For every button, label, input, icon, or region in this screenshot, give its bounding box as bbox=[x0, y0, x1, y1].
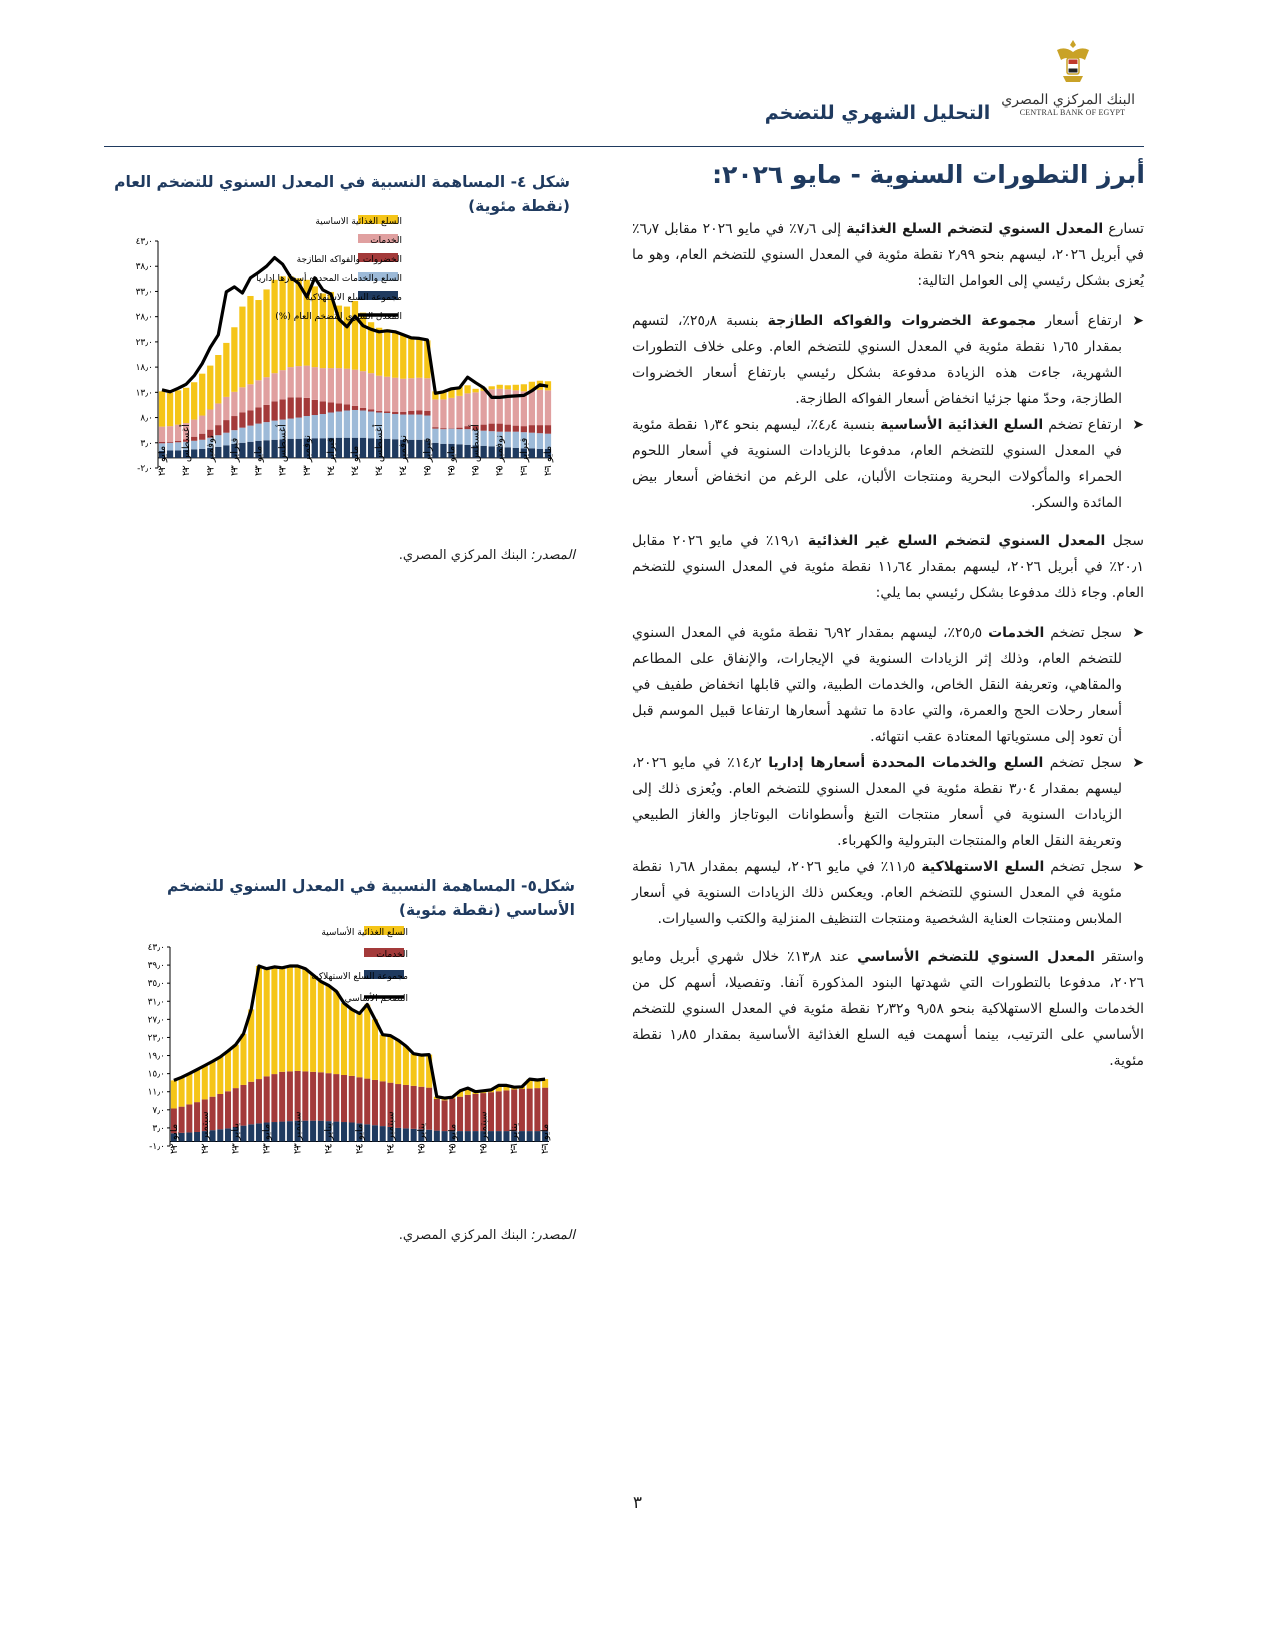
x-tick-label: سبتمبر ٢٣ bbox=[292, 1111, 304, 1154]
bar-segment bbox=[240, 1034, 246, 1085]
bar-segment bbox=[529, 425, 535, 433]
bar-segment bbox=[159, 391, 165, 426]
bar-segment bbox=[489, 424, 495, 432]
x-tick-label: نوفمبر ٢٤ bbox=[398, 435, 410, 476]
bar-segment bbox=[464, 393, 470, 426]
legend-label: السلع الغذائية الاساسية bbox=[315, 217, 402, 227]
bar-segment bbox=[411, 1086, 417, 1129]
bar-segment bbox=[344, 410, 350, 437]
bar-segment bbox=[472, 389, 478, 393]
x-tick-label: فبراير ٢٥ bbox=[422, 437, 434, 476]
bar-segment bbox=[296, 366, 302, 397]
bar-segment bbox=[497, 385, 503, 389]
bar-segment bbox=[167, 426, 173, 442]
bar-segment bbox=[312, 367, 318, 400]
bar-segment bbox=[302, 969, 308, 1072]
bar-segment bbox=[465, 1095, 471, 1131]
bar-segment bbox=[489, 386, 495, 389]
paragraph-food-inflation: تسارع المعدل السنوي لتضخم السلع الغذائية إلى ٧٫٦٪ في مايو ٢٠٢٦ مقابل ٦٫٧٪ في أبريل ٢٠٢٦، ليسهم بنحو ٢٫٩٩ نقطة مئوية في المعدل السنوي للتضخم العام، وهو ما يُعزى بشكل رئيسي إلى العوامل التالية: bbox=[632, 221, 1145, 289]
bar-segment bbox=[296, 278, 302, 366]
figure5-title: شكل٥- المساهمة النسبية في المعدل السنوي للتضخم الأساسي (نقطة مئوية) bbox=[166, 877, 575, 919]
y-tick-label: ١٨٫٠ bbox=[135, 363, 153, 374]
bar-segment bbox=[527, 1089, 533, 1132]
bar-segment bbox=[223, 343, 229, 397]
bar-segment bbox=[352, 410, 358, 438]
arrow-bullet-icon: ➤ bbox=[1132, 417, 1144, 433]
bar-segment bbox=[320, 414, 326, 438]
legend-label: السلع والخدمات المحدده أسعارها إداريا bbox=[256, 274, 402, 284]
nonfood-factors-list bbox=[632, 620, 1144, 932]
bar-segment bbox=[400, 379, 406, 412]
bar-segment bbox=[296, 397, 302, 417]
bar-segment bbox=[360, 371, 366, 408]
bar-segment bbox=[333, 1074, 339, 1121]
bar-segment bbox=[175, 390, 181, 424]
bar-segment bbox=[434, 1099, 440, 1131]
bar-segment bbox=[349, 1076, 355, 1123]
bar-segment bbox=[233, 1088, 239, 1127]
bar-segment bbox=[326, 1073, 332, 1121]
legend-label: مجموعة السلع الاستهلاكية bbox=[311, 972, 408, 982]
bar-segment bbox=[320, 368, 326, 401]
bar-segment bbox=[271, 967, 277, 1074]
bar-segment bbox=[376, 411, 382, 413]
bar-segment bbox=[318, 981, 324, 1072]
bar-segment bbox=[505, 385, 511, 389]
y-tick-label: ٤٣٫٠ bbox=[135, 237, 153, 247]
bar-segment bbox=[418, 1087, 424, 1130]
bar-segment bbox=[159, 427, 165, 442]
y-tick-label: ٣٩٫٠ bbox=[147, 961, 165, 972]
bar-segment bbox=[271, 373, 277, 401]
bar-segment bbox=[408, 378, 414, 411]
y-tick-label: -١٫٠ bbox=[149, 1142, 165, 1152]
x-tick-label: نوفمبر ٢٥ bbox=[494, 435, 506, 476]
y-tick-label: ٨٫٠ bbox=[140, 413, 153, 424]
bar-segment bbox=[505, 425, 511, 432]
x-tick-label: فبراير ٢٦ bbox=[518, 437, 530, 476]
y-tick-label: ٤٣٫٠ bbox=[147, 943, 165, 953]
bar-segment bbox=[376, 328, 382, 376]
bar-segment bbox=[280, 276, 286, 370]
bar-segment bbox=[416, 415, 422, 440]
figure5-source: المصدر: البنك المركزي المصري. bbox=[398, 1228, 575, 1243]
bar-segment bbox=[372, 1080, 378, 1125]
bar-segment bbox=[497, 389, 503, 424]
bar-segment bbox=[400, 412, 406, 415]
x-tick-label: يناير ٢٦ bbox=[509, 1122, 521, 1154]
x-tick-label: أغسطس ٢٣ bbox=[277, 424, 289, 476]
bar-segment bbox=[392, 412, 398, 414]
bar-segment bbox=[304, 416, 310, 438]
bar-segment bbox=[360, 408, 366, 411]
bar-segment bbox=[247, 410, 253, 425]
bar-segment bbox=[288, 397, 294, 418]
bar-segment bbox=[171, 1080, 177, 1108]
x-tick-label: مايو ٢٥ bbox=[447, 1123, 459, 1154]
bar-segment bbox=[376, 376, 382, 411]
x-tick-label: مايو ٢٢ bbox=[168, 1123, 180, 1154]
bar-segment bbox=[320, 401, 326, 414]
bar-segment bbox=[432, 399, 438, 427]
bar-segment bbox=[186, 1104, 192, 1132]
bar-segment bbox=[336, 403, 342, 411]
bar-segment bbox=[464, 385, 470, 393]
bar-segment bbox=[263, 377, 269, 405]
bar-segment bbox=[521, 426, 527, 432]
bar-segment bbox=[215, 403, 221, 425]
bar-segment bbox=[280, 399, 286, 419]
list-item: ➤ ارتفاع تضخم السلع الغذائية الأساسية بنسبة ٤٫٤٪، ليسهم بنحو ١٫٣٤ نقطة مئوية في المعدل السنوي للتضخم العام، مدفوعا بالزيادات السنوية في أسعار اللحوم الحمراء والمأكولات البحرية ومنتجات الألبان، على الرغم من انخفاض أسعار بيض المائدة والسكر. bbox=[632, 412, 1144, 516]
y-tick-label: ١٣٫٠ bbox=[135, 388, 153, 399]
legend-label: الخدمات bbox=[370, 236, 402, 246]
x-tick-label: أغسطس ٢٢ bbox=[181, 424, 193, 476]
y-tick-label: -٢٫٠ bbox=[137, 464, 153, 474]
paragraph-core-inflation: واستقر المعدل السنوي للتضخم الأساسي عند ١٣٫٨٪ خلال شهري أبريل ومايو ٢٠٢٦، مدفوعا بالتطورات التي شهدتها البنود المذكورة آنفا. وتفصيلا، أسهم كل من الخدمات والسلع الاستهلاكية بنحو ٩٫٥٨ و٢٫٣٢ نقطة مئوية في المعدل السنوي للتضخم الأساسي على الترتيب، بينما أسهمت فيه السلع الغذائية الأساسية بمقدار ١٫٨٥ نقطة مئوية. bbox=[632, 949, 1145, 1069]
y-tick-label: ١٩٫٠ bbox=[147, 1051, 165, 1062]
bar-segment bbox=[481, 391, 487, 425]
bar-segment bbox=[456, 396, 462, 428]
bar-segment bbox=[356, 1077, 362, 1123]
bar-segment bbox=[248, 1124, 254, 1141]
bar-segment bbox=[411, 1054, 417, 1086]
bar-segment bbox=[186, 1132, 192, 1141]
bar-segment bbox=[403, 1085, 409, 1128]
bar-segment bbox=[360, 410, 366, 437]
page-number: ٣ bbox=[632, 1493, 643, 1513]
x-tick-label: نوفمبر ٢٢ bbox=[205, 435, 217, 476]
bar-segment bbox=[310, 975, 316, 1072]
bar-segment bbox=[505, 389, 511, 424]
bar-segment bbox=[295, 966, 301, 1071]
legend-label: السلع الغذائية الأساسية bbox=[321, 928, 408, 938]
bar-segment bbox=[279, 968, 285, 1072]
bar-segment bbox=[372, 1125, 378, 1141]
bar-segment bbox=[202, 1066, 208, 1100]
figure4-source: المصدر: البنك المركزي المصري. bbox=[398, 548, 575, 563]
x-tick-label: يناير ٢٤ bbox=[323, 1122, 335, 1154]
bar-segment bbox=[408, 337, 414, 378]
bar-segment bbox=[465, 1131, 471, 1141]
bar-segment bbox=[239, 307, 245, 388]
bar-segment bbox=[336, 412, 342, 438]
bar-segment bbox=[225, 1051, 231, 1091]
bar-segment bbox=[223, 420, 229, 433]
bar-segment bbox=[217, 1129, 223, 1141]
list-item: ➤ سجل تضخم السلع الاستهلاكية ١١٫٥٪ في مايو ٢٠٢٦، ليسهم بمقدار ١٫٦٨ نقطة مئوية في المعدل السنوي للتضخم العام. ويعكس ذلك الزيادات السنوية في أسعار الملابس ومنتجات العناية الشخصية ومنتجات التنظيف المنزلية والكتب والسيارات. bbox=[632, 854, 1144, 932]
bar-segment bbox=[513, 426, 519, 432]
bar-segment bbox=[167, 442, 173, 443]
y-tick-label: ٢٨٫٠ bbox=[135, 312, 153, 323]
bar-segment bbox=[328, 368, 334, 402]
logo-english-name: CENTRAL BANK OF EGYPT bbox=[1019, 108, 1126, 117]
bar-segment bbox=[368, 373, 374, 409]
bar-segment bbox=[240, 1085, 246, 1126]
bar-segment bbox=[183, 388, 189, 423]
bar-segment bbox=[349, 1009, 355, 1075]
bar-segment bbox=[217, 1057, 223, 1094]
bar-segment bbox=[186, 1074, 192, 1105]
x-tick-label: يناير ٢٥ bbox=[416, 1122, 428, 1154]
bar-segment bbox=[231, 327, 237, 392]
bar-segment bbox=[440, 429, 446, 444]
bar-segment bbox=[247, 296, 253, 384]
bar-segment bbox=[392, 378, 398, 412]
bar-segment bbox=[527, 1131, 533, 1141]
x-tick-label: فبراير ٢٣ bbox=[229, 437, 241, 476]
bar-segment bbox=[255, 424, 261, 441]
bar-segment bbox=[271, 1074, 277, 1122]
bar-segment bbox=[280, 370, 286, 399]
bar-segment bbox=[440, 428, 446, 429]
food-factors-list bbox=[632, 308, 1144, 516]
y-tick-label: ٢٣٫٠ bbox=[135, 337, 153, 348]
bar-segment bbox=[248, 1082, 254, 1125]
bar-segment bbox=[215, 355, 221, 403]
bar-segment bbox=[387, 1036, 393, 1083]
bar-segment bbox=[247, 426, 253, 442]
bar-segment bbox=[434, 1131, 440, 1142]
bar-segment bbox=[263, 405, 269, 422]
legend-label: الخضروات والفواكه الطازجة bbox=[296, 255, 402, 265]
bar-segment bbox=[456, 428, 462, 430]
list-item: ➤ سجل تضخم السلع والخدمات المحددة أسعارها إداريا ١٤٫٢٪ في مايو ٢٠٢٦، ليسهم بمقدار ٣٫٠٤ نقطة مئوية في المعدل السنوي للتضخم العام. ويُعزى ذلك إلى الزيادات السنوية في أسعار منتجات التبغ وأسطوانات البوتاجاز والغاز الطبيعي وتعريفة النقل العام والمنتجات البترولية والكهرباء. bbox=[632, 750, 1144, 854]
bar-segment bbox=[384, 377, 390, 412]
x-tick-label: أغسطس ٢٥ bbox=[470, 424, 482, 476]
bar-segment bbox=[304, 366, 310, 398]
bar-segment bbox=[263, 289, 269, 377]
bar-segment bbox=[418, 1055, 424, 1087]
bar-segment bbox=[207, 366, 213, 410]
bar-segment bbox=[395, 1040, 401, 1084]
bar-segment bbox=[336, 368, 342, 403]
figure5-chart bbox=[108, 920, 583, 1228]
bar-segment bbox=[255, 380, 261, 407]
header-divider bbox=[104, 146, 1144, 147]
bar-segment bbox=[408, 411, 414, 415]
y-tick-label: ٣١٫٠ bbox=[147, 997, 165, 1008]
bar-segment bbox=[264, 1076, 270, 1122]
bar-segment bbox=[448, 428, 454, 429]
y-tick-label: ٢٧٫٠ bbox=[147, 1015, 165, 1026]
bar-segment bbox=[333, 991, 339, 1074]
bar-segment bbox=[288, 367, 294, 397]
bar-segment bbox=[424, 416, 430, 441]
bar-segment bbox=[364, 1004, 370, 1078]
legend-label: الخدمات bbox=[376, 950, 408, 960]
bar-segment bbox=[239, 387, 245, 412]
bar-segment bbox=[194, 1070, 200, 1103]
bar-segment bbox=[424, 411, 430, 416]
bar-segment bbox=[199, 374, 205, 416]
y-tick-label: ٣٨٫٠ bbox=[135, 262, 153, 273]
bar-segment bbox=[400, 335, 406, 379]
y-tick-label: ٣٣٫٠ bbox=[135, 287, 153, 298]
x-tick-label: مايو ٢٥ bbox=[446, 445, 458, 476]
bar-segment bbox=[529, 390, 535, 425]
bar-segment bbox=[225, 1091, 231, 1128]
bar-segment bbox=[231, 416, 237, 430]
bar-segment bbox=[537, 390, 543, 425]
bar-segment bbox=[207, 409, 213, 429]
bar-segment bbox=[416, 410, 422, 414]
x-tick-label: يناير ٢٣ bbox=[230, 1122, 242, 1154]
figure4-chart bbox=[108, 204, 583, 546]
bar-segment bbox=[263, 422, 269, 440]
legend-label: مجموعة السلع الاستهلاكية bbox=[305, 293, 402, 303]
bar-segment bbox=[271, 280, 277, 373]
y-tick-label: ٣٫٠ bbox=[140, 438, 153, 449]
y-tick-label: ٧٫٠ bbox=[152, 1105, 165, 1116]
bar-segment bbox=[279, 1072, 285, 1122]
x-tick-label: مايو ٢٢ bbox=[157, 445, 169, 476]
bar-segment bbox=[264, 969, 270, 1077]
bar-segment bbox=[199, 416, 205, 434]
bar-segment bbox=[384, 412, 390, 414]
bar-segment bbox=[416, 338, 422, 377]
y-tick-label: ٣٫٠ bbox=[152, 1123, 165, 1134]
x-tick-label: مايو ٢٦ bbox=[542, 445, 554, 476]
arrow-bullet-icon: ➤ bbox=[1132, 313, 1144, 329]
bar-segment bbox=[380, 1035, 386, 1082]
y-tick-label: ١٥٫٠ bbox=[147, 1069, 165, 1080]
bar-segment bbox=[403, 1046, 409, 1085]
bar-segment bbox=[496, 1091, 502, 1131]
bar-segment bbox=[231, 392, 237, 416]
bar-segment bbox=[239, 413, 245, 428]
bar-segment bbox=[159, 442, 165, 444]
x-tick-label: مايو ٢٦ bbox=[540, 1123, 552, 1154]
x-tick-label: نوفمبر ٢٣ bbox=[301, 435, 313, 476]
bar-segment bbox=[521, 384, 527, 391]
bar-segment bbox=[287, 966, 293, 1071]
bar-segment bbox=[424, 378, 430, 411]
bar-segment bbox=[326, 985, 332, 1073]
bar-segment bbox=[271, 401, 277, 420]
main-text-column bbox=[632, 216, 1144, 1088]
bar-segment bbox=[328, 413, 334, 438]
bar-segment bbox=[497, 424, 503, 432]
bar-segment bbox=[247, 384, 253, 410]
bar-segment bbox=[472, 392, 478, 425]
bar-segment bbox=[328, 402, 334, 412]
y-tick-label: ٣٥٫٠ bbox=[147, 979, 165, 990]
bar-segment bbox=[223, 397, 229, 420]
bar-segment bbox=[513, 385, 519, 391]
bar-segment bbox=[352, 406, 358, 410]
arrow-bullet-icon: ➤ bbox=[1132, 625, 1144, 641]
bar-segment bbox=[356, 1013, 362, 1077]
list-item: ➤ ارتفاع أسعار مجموعة الخضروات والفواكه الطازجة بنسبة ٢٥٫٨٪، لتسهم بمقدار ١٫٦٥ نقطة مئوية في المعدل السنوي للتضخم العام. وعلى خلاف التطورات الشهرية، جاءت هذه الزيادة مدفوعة بشكل رئيسي بارتفاع أسعار الخضروات الطازجة، وحدّ منها جزئيا انخفاض أسعار الفواكه الطازجة. bbox=[632, 308, 1144, 412]
section-heading: أبرز التطورات السنوية - مايو ٢٠٢٦: bbox=[712, 160, 1145, 189]
x-tick-label: سبتمبر ٢٢ bbox=[199, 1111, 211, 1154]
x-tick-label: مايو ٢٤ bbox=[354, 1123, 366, 1154]
paragraph-nonfood-inflation: سجل المعدل السنوي لتضخم السلع غير الغذائية ١٩٫١٪ في مايو ٢٠٢٦ مقابل ٢٠٫١٪ في أبريل ٢٠٢٦، ليسهم بمقدار ١١٫٦٤ نقطة مئوية في المعدل السنوي للتضخم العام. وجاء ذلك مدفوعا بشكل رئيسي بما يلي: bbox=[632, 533, 1145, 601]
legend-label: التضخم الأساسي bbox=[344, 994, 408, 1004]
bar-segment bbox=[537, 425, 543, 433]
list-item: ➤ سجل تضخم الخدمات ٢٥٫٥٪، ليسهم بمقدار ٦٫٩٢ نقطة مئوية في المعدل السنوي للتضخم العام، وذلك إثر الزيادات السنوية في الإيجارات، والإنفاق على المطاعم والمقاهي، وتعريفة النقل الخاص، والخدمات الطبية، والتي قابلها انخفاض طفيف في أسعار رحلات الحج والعمرة، والتي عادة ما تشهد أسعارها ارتفاعا قبيل الموسم قبل أن تعود إلى مستوياتها المعتادة عقب انتهائه. bbox=[632, 620, 1144, 750]
bar-segment bbox=[255, 407, 261, 423]
legend-label: المعدل السنوي للتضخم العام (%) bbox=[275, 312, 402, 322]
bar-segment bbox=[304, 398, 310, 416]
bar-segment bbox=[432, 427, 438, 429]
bar-segment bbox=[341, 1003, 347, 1075]
bar-segment bbox=[448, 429, 454, 444]
bar-segment bbox=[545, 390, 551, 425]
x-tick-label: مايو ٢٣ bbox=[261, 1123, 273, 1154]
bar-segment bbox=[167, 393, 173, 426]
bar-segment bbox=[364, 1079, 370, 1125]
bar-segment bbox=[403, 1128, 409, 1141]
figure4-title: شكل ٤- المساهمة النسبية في المعدل السنوي للتضخم العام (نقطة مئوية) bbox=[114, 173, 570, 215]
bar-segment bbox=[352, 370, 358, 406]
bar-segment bbox=[344, 404, 350, 410]
bar-segment bbox=[233, 1045, 239, 1088]
y-tick-label: ١١٫٠ bbox=[147, 1087, 165, 1098]
bar-segment bbox=[545, 425, 551, 434]
bar-segment bbox=[256, 1079, 262, 1123]
bar-segment bbox=[320, 293, 326, 368]
bar-segment bbox=[384, 329, 390, 376]
x-tick-label: مايو ٢٤ bbox=[350, 445, 361, 476]
bar-segment bbox=[341, 1122, 347, 1141]
x-tick-label: سبتمبر ٢٤ bbox=[385, 1111, 397, 1154]
bar-segment bbox=[255, 300, 261, 380]
x-tick-label: سبتمبر ٢٥ bbox=[478, 1111, 490, 1154]
page-title: التحليل الشهري للتضخم bbox=[764, 102, 991, 124]
bar-segment bbox=[312, 400, 318, 415]
y-tick-label: ٢٣٫٠ bbox=[147, 1033, 165, 1044]
x-tick-label: فبراير ٢٤ bbox=[325, 437, 337, 476]
arrow-bullet-icon: ➤ bbox=[1132, 755, 1144, 771]
bar-segment bbox=[312, 415, 318, 438]
logo-arabic-name: البنك المركزي المصري bbox=[1001, 92, 1135, 108]
bar-segment bbox=[440, 399, 446, 428]
bar-segment bbox=[456, 429, 462, 444]
bar-segment bbox=[416, 378, 422, 411]
bar-segment bbox=[392, 331, 398, 377]
bar-segment bbox=[496, 1131, 502, 1141]
bar-segment bbox=[191, 382, 197, 419]
bar-segment bbox=[310, 1072, 316, 1121]
bar-segment bbox=[341, 1075, 347, 1122]
bar-segment bbox=[344, 369, 350, 405]
bar-segment bbox=[279, 1122, 285, 1142]
bar-segment bbox=[448, 398, 454, 428]
x-tick-label: أغسطس ٢٤ bbox=[374, 424, 386, 476]
bar-segment bbox=[179, 1077, 185, 1106]
bar-segment bbox=[215, 425, 221, 435]
bar-segment bbox=[318, 1072, 324, 1120]
eagle-emblem-icon bbox=[1053, 36, 1093, 88]
arrow-bullet-icon: ➤ bbox=[1132, 859, 1144, 875]
bar-segment bbox=[368, 409, 374, 411]
bar-segment bbox=[310, 1121, 316, 1142]
bar-segment bbox=[217, 1094, 223, 1129]
bar-segment bbox=[210, 1061, 216, 1096]
cbe-logo bbox=[1001, 36, 1135, 136]
bar-segment bbox=[372, 1019, 378, 1080]
x-tick-label: مايو ٢٣ bbox=[253, 445, 265, 476]
